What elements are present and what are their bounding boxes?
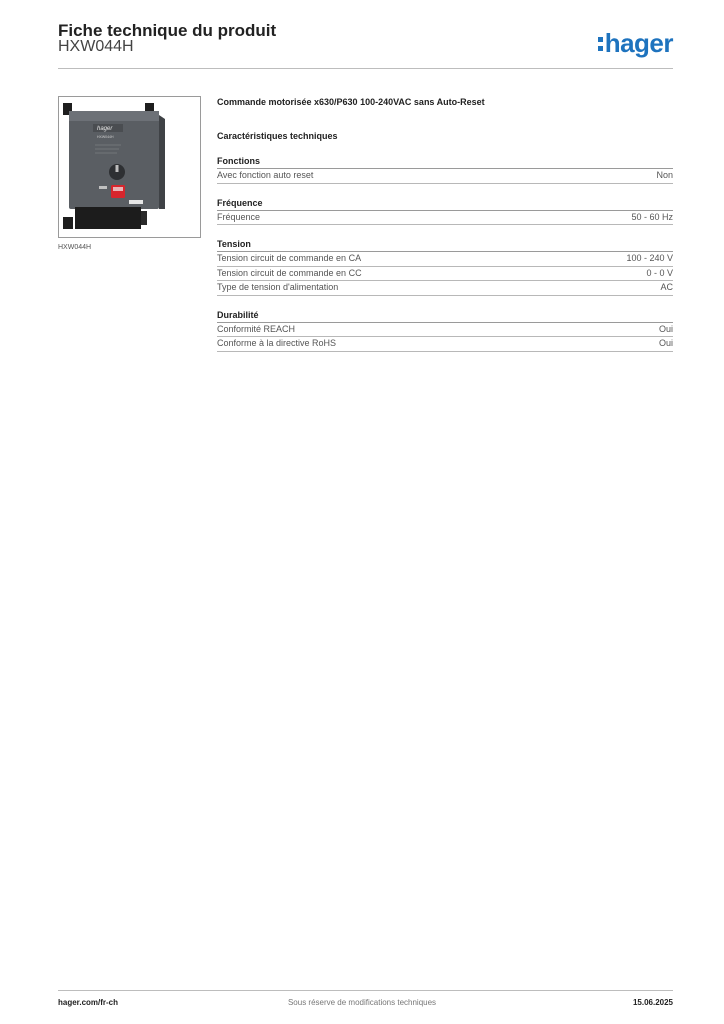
spec-label: Conformité REACH: [217, 323, 296, 334]
product-reference: HXW044H: [58, 38, 134, 55]
spec-label: Tension circuit de commande en CA: [217, 253, 362, 263]
page-title: Fiche technique du produit: [58, 21, 277, 40]
footer-website-link[interactable]: hager.com/fr-ch: [58, 998, 119, 1007]
spec-row: [217, 337, 673, 352]
spec-value: Oui: [658, 323, 673, 334]
spec-value: 50 - 60 Hz: [631, 211, 673, 222]
spec-row: [217, 211, 673, 226]
section-fonctions: [217, 155, 673, 184]
spec-value: 100 - 240 V: [626, 253, 673, 263]
hager-logo[interactable]: [598, 28, 673, 58]
spec-row: [217, 252, 673, 267]
section-tension: [217, 238, 673, 296]
spec-value: AC: [660, 282, 673, 292]
spec-row: [217, 281, 673, 296]
spec-label: Fréquence: [217, 211, 261, 222]
section-title: Tension: [217, 238, 673, 252]
section-title: Durabilité: [217, 309, 673, 323]
spec-label: Type de tension d'alimentation: [217, 282, 339, 292]
footer-date: 15.06.2025: [632, 998, 673, 1007]
spec-row: [217, 169, 673, 184]
product-photo: [58, 96, 201, 238]
spec-value: Non: [656, 170, 673, 180]
logo-dots-icon: [598, 37, 603, 51]
spec-value: 0 - 0 V: [646, 267, 673, 278]
footer-notice: Sous réserve de modifications techniques: [287, 998, 437, 1007]
spec-row: [217, 267, 673, 282]
logo-text: hager: [604, 28, 673, 58]
section-frequence: [217, 197, 673, 226]
specs-heading: Caractéristiques techniques: [217, 131, 338, 141]
photo-label-brand: hager: [97, 126, 113, 132]
spec-value: Oui: [658, 338, 673, 348]
product-title: Commande motorisée x630/P630 100-240VAC sans Auto-Reset: [217, 97, 485, 107]
spec-row: [217, 323, 673, 338]
spec-label: Tension circuit de commande en CC: [217, 267, 362, 278]
spec-label: Avec fonction auto reset: [217, 170, 314, 180]
photo-label-model: HXW044H: [97, 135, 114, 139]
section-durabilite: [217, 309, 673, 352]
motor-operator-image: [59, 97, 200, 237]
header-divider: [58, 68, 673, 69]
section-title: Fréquence: [217, 197, 673, 211]
footer-divider: [58, 990, 673, 991]
spec-label: Conforme à la directive RoHS: [217, 338, 337, 348]
photo-caption: HXW044H: [58, 244, 92, 251]
spec-content: [217, 96, 673, 352]
section-title: Fonctions: [217, 155, 673, 169]
